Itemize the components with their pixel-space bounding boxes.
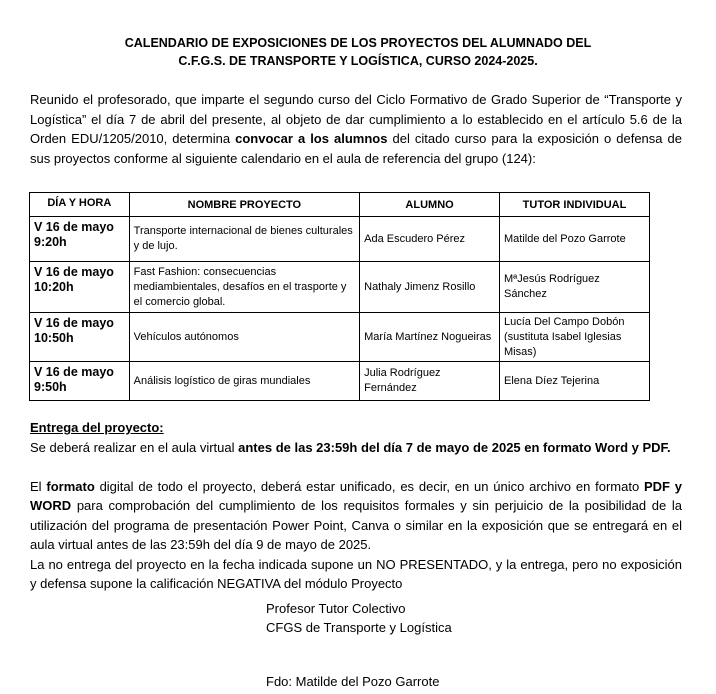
cell-day-time	[30, 262, 130, 313]
table-row	[30, 262, 650, 313]
delivery-heading: Entrega del proyecto:	[30, 420, 164, 435]
cell-student: María Martínez Nogueiras	[360, 313, 500, 362]
cell-project: Análisis logístico de giras mundiales	[129, 362, 359, 401]
table-row	[30, 362, 650, 401]
format-text-c: digital de todo el proyecto, deberá estar unificado, es decir, en un único archivo en formato	[94, 478, 644, 494]
cell-project: Transporte internacional de bienes culturales y de lujo.	[129, 217, 359, 262]
format-bold: formato	[46, 478, 95, 494]
intro-paragraph	[30, 90, 682, 168]
row-time: 9:50h	[34, 380, 67, 394]
cell-project: Fast Fashion: consecuencias mediambientales, desafíos en el trasporte y el comercio global.	[129, 262, 359, 313]
header-student: ALUMNO	[360, 193, 500, 217]
format-pdf-word: PDF y WORD	[30, 478, 683, 513]
title-line-1: CALENDARIO DE EXPOSICIONES DE LOS PROYECTOS DEL ALUMNADO DEL	[124, 36, 592, 50]
row-time: 10:20h	[34, 280, 74, 294]
header-project: NOMBRE PROYECTO	[129, 193, 359, 217]
signature-dept: CFGS de Transporte y Logística	[266, 620, 452, 635]
signature-role: Profesor Tutor Colectivo	[266, 601, 406, 616]
signature-block	[266, 599, 452, 637]
cell-project: Vehículos autónomos	[129, 313, 359, 362]
table-row	[30, 217, 650, 262]
cell-tutor: Lucía Del Campo Dobón (sustituta Isabel Iglesias Misas)	[500, 313, 650, 362]
intro-bold: convocar a los alumnos	[235, 131, 388, 146]
intro-text-end: del citado curso para la exposición o defensa de sus proyectos conforme al siguiente calendario en el aula de referencia del grupo (124):	[30, 131, 682, 166]
signature-signed: Fdo: Matilde del Pozo Garrote	[266, 674, 440, 689]
row-day: V 16 de mayo	[34, 265, 114, 279]
cell-day-time	[30, 362, 130, 401]
format-text-e: para comprobación del cumplimiento de los requisitos formales y sin perjuicio de la posibilidad de la utilización del programa de presentación Power Point, Canva o similar en la exposición que se entregará en el aula virtual antes de las 23:59h del día 9 de mayo de 2025.	[30, 498, 682, 552]
delivery-line-text: Se deberá realizar en el aula virtual	[30, 439, 239, 455]
cell-tutor: Elena Díez Tejerina	[500, 362, 650, 401]
intro-text-start: Reunido el profesorado, que imparte el segundo curso del Ciclo Formativo de Grado Superior de “Transporte y Logística” el día 7 de abril del presente, al objeto de dar cumplimiento a lo establecido en el artículo 5.6 de la Orden EDU/1205/2010, determina	[30, 92, 682, 146]
format-text-a: El	[30, 478, 47, 494]
row-day: V 16 de mayo	[34, 365, 114, 379]
cell-tutor: Matilde del Pozo Garrote	[500, 217, 650, 262]
cell-day-time	[30, 313, 130, 362]
cell-day-time	[30, 217, 130, 262]
cell-tutor: MªJesús Rodríguez Sánchez	[500, 262, 650, 313]
header-day-time: DÍA Y HORA	[30, 193, 130, 217]
title-line-2: C.F.G.S. DE TRANSPORTE Y LOGÍSTICA, CURSO 2024-2025.	[178, 54, 538, 68]
no-delivery-paragraph: La no entrega del proyecto en la fecha indicada supone un NO PRESENTADO, y la entrega, pero no exposición y defensa supone la calificación NEGATIVA del módulo Proyecto	[30, 556, 682, 591]
cell-student: Ada Escudero Pérez	[360, 217, 500, 262]
header-tutor: TUTOR INDIVIDUAL	[500, 193, 650, 217]
row-day: V 16 de mayo	[34, 316, 114, 330]
schedule-table	[29, 192, 650, 401]
row-day: V 16 de mayo	[34, 220, 114, 234]
table-row	[30, 313, 650, 362]
cell-student: Julia Rodríguez Fernández	[360, 362, 500, 401]
cell-student: Nathaly Jimenz Rosillo	[360, 262, 500, 313]
table-header-row	[30, 193, 650, 217]
row-time: 10:50h	[34, 331, 74, 345]
row-time: 9:20h	[34, 235, 67, 249]
document-title	[0, 34, 716, 70]
delivery-section	[30, 418, 682, 594]
delivery-deadline: antes de las 23:59h del día 7 de mayo de 2025 en formato Word y PDF.	[238, 439, 671, 455]
